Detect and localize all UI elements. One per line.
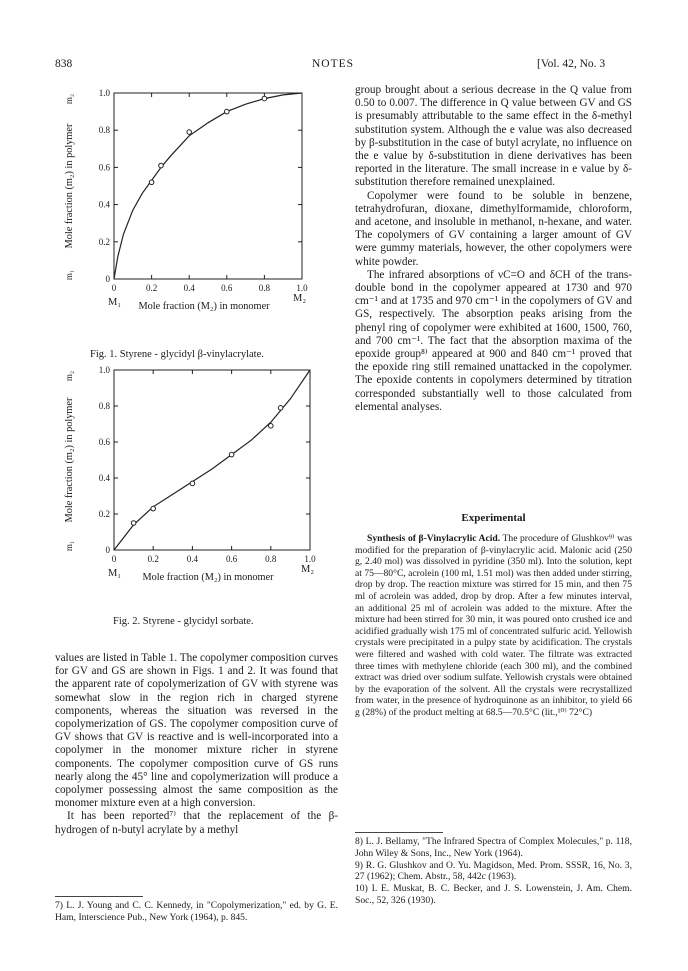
y-tick-label: 0.4	[98, 199, 110, 210]
x-left-label: M₁	[108, 297, 121, 308]
paragraph: The infrared absorptions of νC=O and δCH of the trans-double bond in the copolymer appeared at 1730 and 970 cm⁻¹ and at 1735 and 970 cm⁻¹ in the copolymers of GV and GS, respectively. The absorption peaks arising from the phenyl ring of copolymer were exhibited at 1600, 1500, 760, and 700 cm⁻¹. The fact that the absorption maxima of the epoxide group⁸⁾ appeared at 900 and 840 cm⁻¹ proved that the epoxide ring still remained unattacked in the copolymer. The epoxide contents in copolymers determined by titration corresponded substantially well to those calculated from elemental analyses.	[355, 268, 632, 413]
figure-1	[55, 78, 345, 343]
plot-frame	[114, 93, 302, 279]
right-column-text	[355, 84, 632, 414]
x-tick-label: 0.6	[221, 283, 233, 293]
x-tick-label: 0.2	[147, 554, 159, 564]
data-point	[151, 506, 156, 511]
x-tick-label: 1.0	[296, 283, 308, 293]
volume-info: [Vol. 42, No. 3	[537, 58, 606, 70]
paragraph: It has been reported⁷⁾ that the replacement of the β-hydrogen of n-butyl acrylate by a methyl	[55, 810, 338, 836]
y-tick-label: 0	[105, 274, 110, 284]
figure-2-chart	[55, 365, 345, 610]
composition-curve	[114, 370, 310, 550]
running-head: NOTES	[312, 58, 355, 70]
paragraph: values are listed in Table 1. The copolymer composition curves for GV and GS are shown in Figs. 1 and 2. It was found that the apparent rate of copolymerization of GV with styrene was somewhat slow in the region rich in charged styrene components, whereas the situation was reversed in the copolymerization of GS. The copolymer composition curve of GV shows that GV is reactive and is well-incorporated into a copolymer in the monomer mixture richer in styrene components. The copolymer composition curve of GS runs nearly along the 45° line and copolymerization will produce a copolymer possessing almost the same composition as the monomer mixture even at a high conversion.	[55, 652, 338, 810]
data-point	[131, 521, 136, 526]
y-bottom-label: m₁	[64, 540, 74, 552]
y-top-label: m₂	[64, 93, 74, 105]
data-point	[159, 163, 164, 168]
footnote: 10) I. E. Muskat, B. C. Becker, and J. S. Lowenstein, J. Am. Chem. Soc., 52, 326 (1930).	[355, 883, 632, 906]
x-tick-label: 0.8	[258, 283, 271, 293]
x-axis-label: Mole fraction (M₂) in monomer	[138, 301, 270, 312]
y-tick-label: 0.8	[98, 401, 110, 411]
figure-2	[55, 365, 345, 610]
data-point	[149, 180, 154, 185]
x-axis-label: Mole fraction (M₂) in monomer	[142, 572, 274, 583]
y-tick-label: 0.2	[98, 509, 110, 519]
figure-1-caption: Fig. 1. Styrene - glycidyl β-vinylacrylate.	[90, 349, 264, 360]
footnote: 8) L. J. Bellamy, "The Infrared Spectra of Complex Molecules," p. 118, John Wiley & Sons, Inc., New York (1964).	[355, 836, 632, 859]
experimental-paragraph: The procedure of Glushkov⁹⁾ was modified for the preparation of β-vinylacrylic acid. Malonic acid (250 g, 2.40 mol) was dissolved in pyridine (350 ml). Into the solution, kept at 75—80°C, acrolein (100 ml, 1.51 mol) was then added under stirring, drop by drop. The reaction mixture was stirred for 15 min, and then 75 ml of acrolein was added, drop by drop. After a few minutes interval, an additional 25 ml of acrolein was added to the mixture. After the mixture had been stirred for 30 min, it was poured onto crushed ice and acidified gradually wish 175 ml of concentrated sulfuric acid. Yellowish crystals were precipitated in a pulpy state by acidification. The crystals were filtered and washed with cold water. The filtrate was extracted three times with methylene chloride (each 300 ml), and the combined extract was dried over sodium sulfate. Yellowish crystals were obtained by the evaporation of the solvent. All the crystals were recrystallized from water, in the presence of hydroquinone as an inhibitor, to yield 66 g (28%) of the product melting at 68.5—70.5°C (lit.,¹⁰⁾ 72°C)	[355, 533, 632, 718]
x-tick-label: 0.4	[183, 283, 195, 293]
left-footnotes	[55, 900, 338, 924]
x-right-label: M₂	[293, 293, 306, 304]
data-point	[229, 452, 234, 457]
x-left-label: M₁	[108, 568, 121, 579]
right-footnotes	[355, 836, 632, 907]
plot-frame	[114, 370, 310, 550]
footnote-rule	[55, 896, 143, 897]
y-tick-label: 1.0	[98, 88, 110, 98]
data-point	[269, 424, 274, 429]
figure-1-chart	[55, 78, 345, 343]
subsection-title: Synthesis of β-Vinylacrylic Acid.	[367, 533, 501, 544]
x-tick-label: 0.6	[225, 554, 238, 564]
y-tick-label: 0.6	[98, 437, 110, 447]
data-point	[190, 481, 195, 486]
y-bottom-label: m₁	[64, 269, 74, 281]
footnote: 9) R. G. Glushkov and O. Yu. Magidson, Med. Prom. SSSR, 16, No. 3, 27 (1962); Chem. Abstr., 58, 442c (1963).	[355, 859, 632, 883]
y-tick-label: 0	[105, 545, 110, 555]
y-axis-label: Mole fraction (m₂) in polymer	[64, 397, 75, 523]
data-point	[262, 96, 267, 101]
y-tick-label: 1.0	[98, 365, 110, 375]
left-column-text	[55, 652, 338, 837]
data-point	[187, 130, 192, 135]
figure-2-caption: Fig. 2. Styrene - glycidyl sorbate.	[113, 616, 254, 627]
y-tick-label: 0.8	[98, 125, 110, 136]
y-tick-label: 0.2	[98, 236, 110, 247]
page-number: 838	[55, 58, 73, 70]
section-heading: Experimental	[461, 512, 526, 524]
x-tick-label: 0.4	[186, 554, 199, 564]
y-tick-label: 0.6	[98, 162, 110, 173]
paragraph: Copolymer were found to be soluble in benzene, tetrahydrofuran, dioxane, dimethylformamide, chloroform, and acetone, and insoluble in methanol, n-hexane, and water. The copolymers of GV containing a larger amount of GV were gummy materials, however, the other copolymers were white powder.	[355, 189, 632, 268]
x-tick-label: 0	[111, 283, 117, 293]
y-axis-label: Mole fraction (m₂) in polymer	[64, 123, 75, 249]
y-tick-label: 0.4	[98, 473, 110, 483]
data-point	[225, 109, 230, 114]
x-tick-label: 1.0	[304, 554, 316, 564]
y-top-label: m₂	[64, 370, 74, 382]
data-point	[278, 406, 283, 411]
x-right-label: M₂	[301, 564, 314, 575]
x-tick-label: 0	[111, 554, 117, 564]
x-tick-label: 0.2	[145, 283, 158, 293]
footnote-rule	[355, 832, 443, 833]
composition-curve	[114, 93, 302, 279]
paragraph: group brought about a serious decrease in the Q value from 0.50 to 0.007. The difference in Q value between GV and GS is presumably attributable to the same effect in the δ-methyl substitution system. Although the e value was also decreased by β-substitution in the case of butyl acrylate, no influence on the e value by δ-substitution in diene derivatives has been reported in the literature. The small increase in e value by δ-substitution therefore remained unexplained.	[355, 84, 632, 189]
experimental-text	[355, 533, 632, 719]
footnote: 7) L. J. Young and C. C. Kennedy, in "Copolymerization," ed. by G. E. Ham, Interscience Pub., New York (1964), p. 845.	[55, 900, 338, 923]
x-tick-label: 0.8	[265, 554, 277, 564]
